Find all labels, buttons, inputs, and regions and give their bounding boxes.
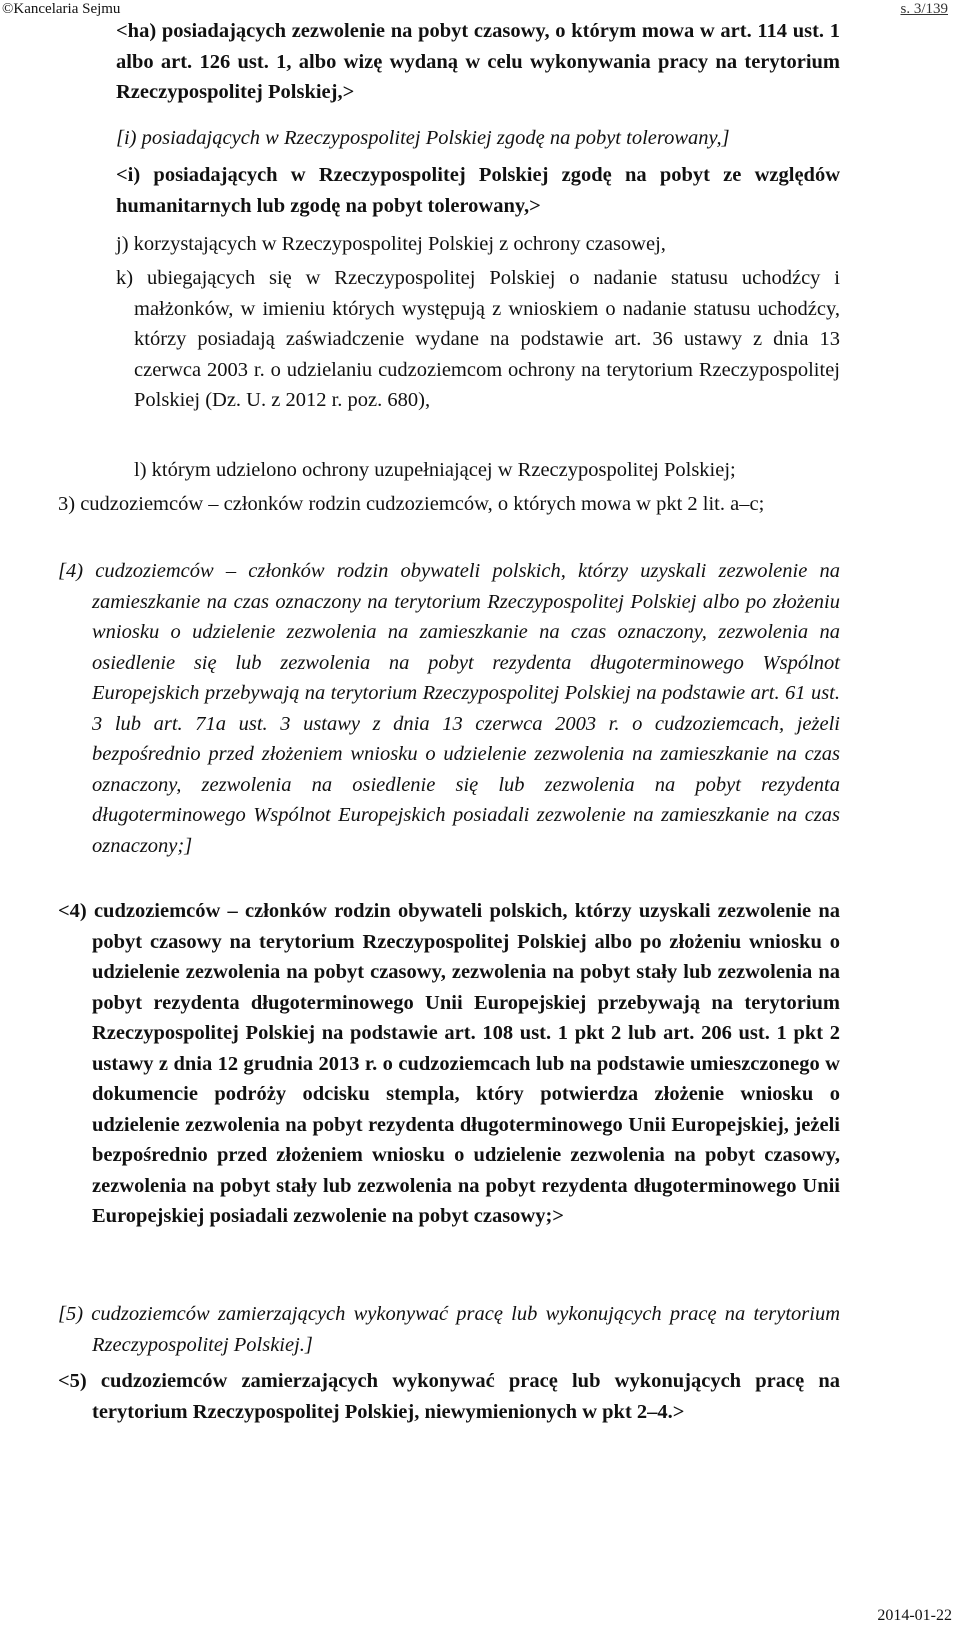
- paragraph-5-new: <5) cudzoziemców zamierzających wykonywać pracę lub wykonujących pracę na terytorium Rzeczypospolitej Polskiej, niewymienionych w pkt 2–4.>: [58, 1370, 840, 1423]
- paragraph-4-old: [4) cudzoziemców – członków rodzin obywateli polskich, którzy uzyskali zezwolenie na zamieszkanie na czas oznaczony na terytorium Rzeczypospolitej Polskiej albo po złożeniu wniosku o udzielenie zezwolenia na zamieszkanie na czas oznaczony, zezwolenia na osiedlenie się lub zezwolenia na pobyt rezydenta długoterminowego Wspólnot Europejskich przebywają na terytorium Rzeczypospolitej Polskiej na podstawie art. 61 ust. 3 lub art. 71a ust. 3 ustawy z dnia 13 czerwca 2003 r. o cudzoziemcach, jeżeli bezpośrednio przed złożeniem wniosku o udzielenie zezwolenia na zamieszkanie na czas oznaczony, zezwolenia na osiedlenie się lub zezwolenia na pobyt rezydenta długoterminowego Wspólnot Europejskich posiadali zezwolenie na zamieszkanie na czas oznaczony;]: [58, 560, 840, 857]
- paragraph-ha: <ha) posiadających zezwolenie na pobyt czasowy, o którym mowa w art. 114 ust. 1 albo art. 126 ust. 1, albo wizę wydaną w celu wykonywania pracy na terytorium Rzeczypospolitej Polskiej,>: [116, 20, 840, 103]
- paragraph-i-new: <i) posiadających w Rzeczypospolitej Polskiej zgodę na pobyt ze względów humanitarnych lub zgodę na pobyt tolerowany,>: [116, 164, 840, 217]
- footer-date: 2014-01-22: [877, 1607, 952, 1624]
- page-number[interactable]: s. 3/139: [900, 1, 948, 17]
- paragraph-3: 3) cudzoziemców – członków rodzin cudzoziemców, o których mowa w pkt 2 lit. a–c;: [58, 493, 765, 515]
- paragraph-l: l) którym udzielono ochrony uzupełniającej w Rzeczypospolitej Polskiej;: [134, 459, 736, 481]
- paragraph-4-new: <4) cudzoziemców – członków rodzin obywateli polskich, którzy uzyskali zezwolenie na pobyt czasowy na terytorium Rzeczypospolitej Polskiej albo po złożeniu wniosku o udzielenie zezwolenia na pobyt czasowy, zezwolenia na pobyt stały lub zezwolenia na pobyt rezydenta długoterminowego Unii Europejskiej przebywają na terytorium Rzeczypospolitej Polskiej na podstawie art. 108 ust. 1 pkt 2 lub art. 206 ust. 1 pkt 2 ustawy z dnia 12 grudnia 2013 r. o cudzoziemcach lub na podstawie umieszczonego w dokumencie podróży odcisku stempla, który potwierdza złożenie wniosku o udzielenie zezwolenia na pobyt rezydenta długoterminowego Unii Europejskiej, jeżeli bezpośrednio przed złożeniem wniosku o udzielenie zezwolenia na pobyt czasowy, zezwolenia na pobyt stały lub zezwolenia na pobyt rezydenta długoterminowego Unii Europejskiej posiadali zezwolenie na pobyt czasowy;>: [58, 900, 840, 1227]
- header-source: ©Kancelaria Sejmu: [2, 1, 121, 17]
- paragraph-k: k) ubiegających się w Rzeczypospolitej Polskiej o nadanie statusu uchodźcy i małżonków, w imieniu których występują z wnioskiem o nadanie statusu uchodźcy, którzy posiadają zaświadczenie wydane na podstawie art. 36 ustawy z dnia 13 czerwca 2003 r. o udzielaniu cudzoziemcom ochrony na terytorium Rzeczypospolitej Polskiej (Dz. U. z 2012 r. poz. 680),: [116, 267, 840, 411]
- paragraph-i-old: [i) posiadających w Rzeczypospolitej Polskiej zgodę na pobyt tolerowany,]: [116, 127, 730, 149]
- paragraph-j: j) korzystających w Rzeczypospolitej Polskiej z ochrony czasowej,: [116, 233, 666, 255]
- paragraph-5-old: [5) cudzoziemców zamierzających wykonywać pracę lub wykonujących pracę na terytorium Rzeczypospolitej Polskiej.]: [58, 1303, 840, 1356]
